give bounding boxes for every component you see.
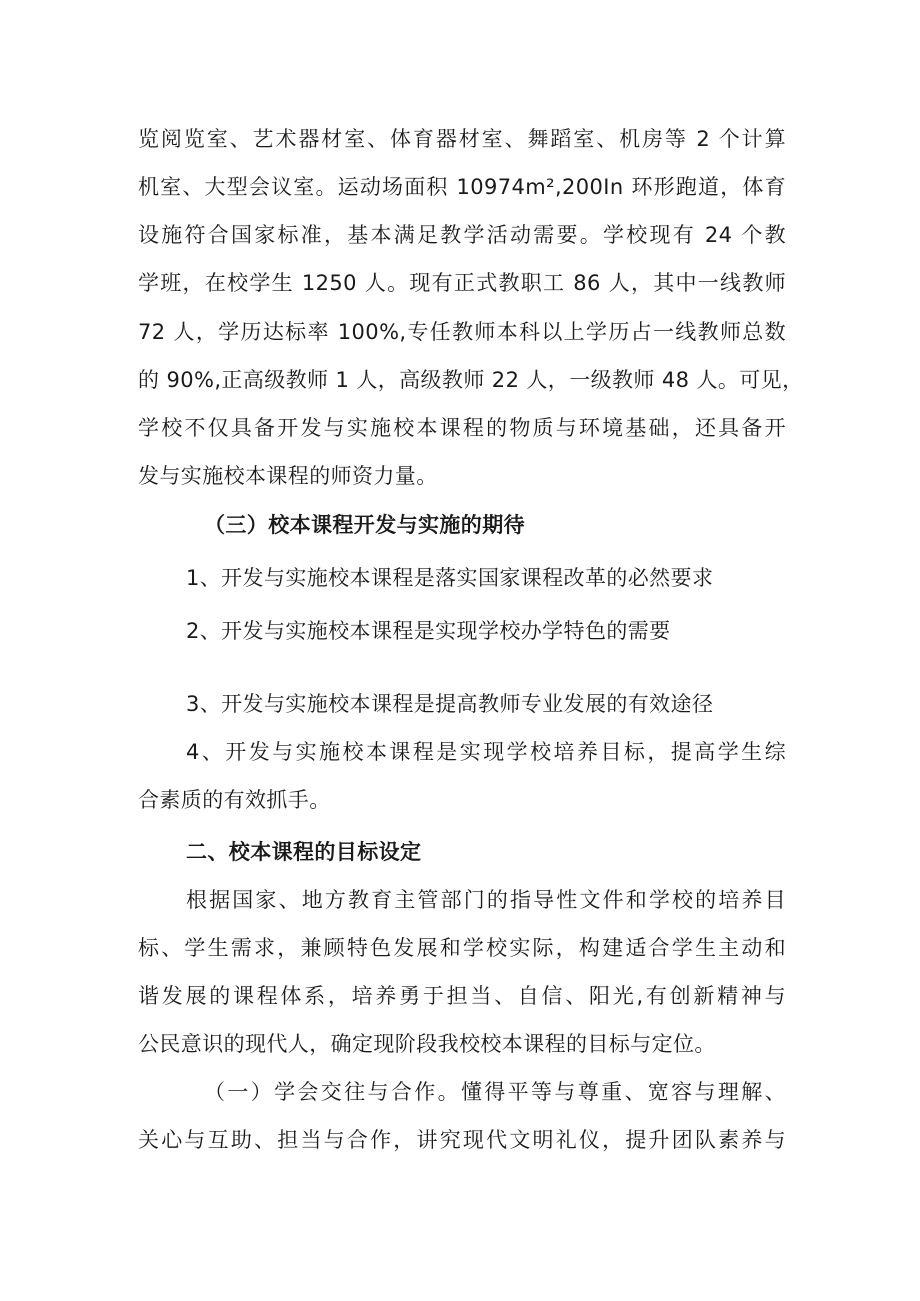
expectation-item-2: 2、开发与实施校本课程是实现学校办学特色的需要: [186, 619, 671, 643]
paragraph-2-line-3: 谐发展的课程体系，培养勇于担当、自信、阳光,有创新精神与: [138, 984, 786, 1008]
paragraph-1-line-6: 的 90%,正高级教师 1 人，高级教师 22 人，一级教师 48 人。可见，: [138, 368, 804, 392]
paragraph-2-line-1: 根据国家、地方教育主管部门的指导性文件和学校的培养目: [186, 888, 786, 912]
paragraph-3-line-1: （一）学会交往与合作。懂得平等与尊重、宽容与理解、: [204, 1080, 786, 1104]
expectation-item-1: 1、开发与实施校本课程是落实国家课程改革的必然要求: [186, 566, 714, 590]
paragraph-2-line-4: 公民意识的现代人，确定现阶段我校校本课程的目标与定位。: [138, 1032, 716, 1056]
paragraph-2-line-2: 标、学生需求，兼顾特色发展和学校实际，构建适合学生主动和: [138, 936, 786, 960]
section-3-heading: （三）校本课程开发与实施的期待: [204, 513, 525, 537]
paragraph-1-line-2: 机室、大型会议室。运动场面积 10974m²,200In 环形跑道，体育: [138, 175, 786, 199]
expectation-item-4: 4、开发与实施校本课程是实现学校培养目标，提高学生综: [186, 740, 786, 764]
expectation-item-3: 3、开发与实施校本课程是提高教师专业发展的有效途径: [186, 692, 714, 716]
paragraph-1-line-7: 学校不仅具备开发与实施校本课程的物质与环境基础，还具备开: [138, 416, 786, 440]
paragraph-3-line-2: 关心与互助、担当与合作，讲究现代文明礼仪，提升团队素养与: [138, 1128, 786, 1152]
paragraph-1-line-1: 览阅览室、艺术器材室、体育器材室、舞蹈室、机房等 2 个计算: [138, 127, 786, 151]
paragraph-1-line-4: 学班，在校学生 1250 人。现有正式教职工 86 人，其中一线教师: [138, 271, 786, 295]
paragraph-1-line-5: 72 人，学历达标率 100%,专任教师本科以上学历占一线教师总数: [138, 320, 786, 344]
expectation-item-4-continued: 合素质的有效抓手。: [138, 788, 331, 812]
paragraph-1-line-8: 发与实施校本课程的师资力量。: [138, 464, 438, 488]
chapter-2-heading: 二、校本课程的目标设定: [186, 840, 422, 864]
paragraph-1-line-3: 设施符合国家标准，基本满足教学活动需要。学校现有 24 个教: [138, 223, 786, 247]
